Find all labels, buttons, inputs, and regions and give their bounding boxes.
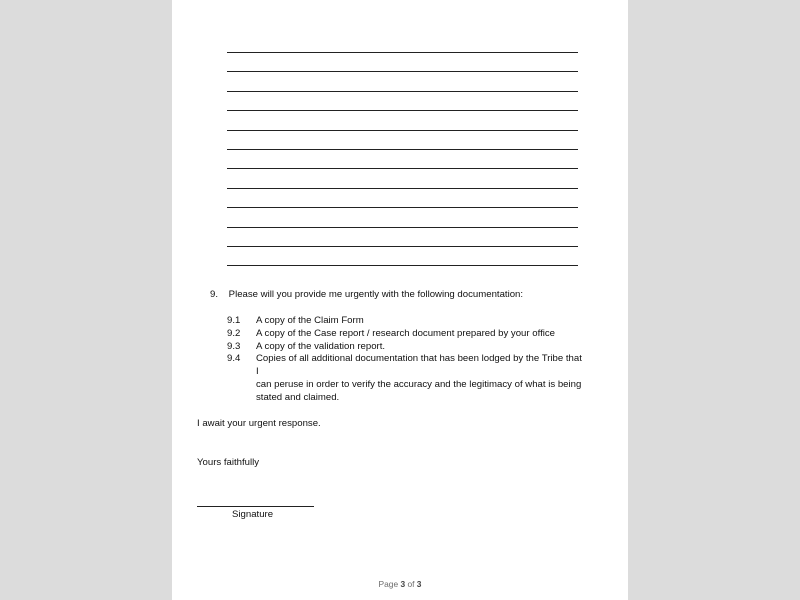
answer-line [227,110,578,111]
answer-line [227,207,578,208]
list-item-number: 9.3 [227,340,241,352]
footer-page-prefix: Page [378,579,399,589]
answer-line [227,227,578,228]
answer-line [227,52,578,53]
signature-label: Signature [232,509,274,520]
list-item [227,353,587,404]
list-item-text: A copy of the Claim Form [256,315,364,326]
answer-line [227,91,578,92]
list-item-number: 9.2 [227,327,241,339]
list-item-number: 9.1 [227,315,241,326]
list-item-text: A copy of the validation report. [256,340,386,352]
list-item [227,315,587,328]
valediction: Yours faithfully [197,457,260,468]
item-9 [210,289,523,302]
answer-line [227,149,578,150]
signature-line [197,506,314,507]
document-page [172,0,628,600]
footer-of: of [407,579,415,589]
answer-line [227,246,578,247]
answer-lines [227,52,578,285]
answer-line [227,168,578,169]
answer-line [227,71,578,72]
list-item [227,341,587,354]
list-item-text: A copy of the Case report / research document prepared by your office [256,327,555,339]
item-9-text: Please will you provide me urgently with the following documentation: [228,289,524,300]
answer-line [227,265,578,266]
page-footer [172,579,628,589]
footer-total-pages: 3 [416,579,422,589]
list-item-text: Copies of all additional documentation that has been lodged by the Tribe that I can peruse in order to verify the accuracy and the legitimacy of what is being stated and claimed. [256,353,582,403]
footer-current-page: 3 [400,579,406,589]
answer-line [227,188,578,189]
closing-line: I await your urgent response. [197,418,321,429]
list-item-number: 9.4 [227,353,241,365]
answer-line [227,130,578,131]
documentation-list [227,315,587,405]
item-9-number: 9. [210,289,219,300]
list-item [227,328,587,341]
